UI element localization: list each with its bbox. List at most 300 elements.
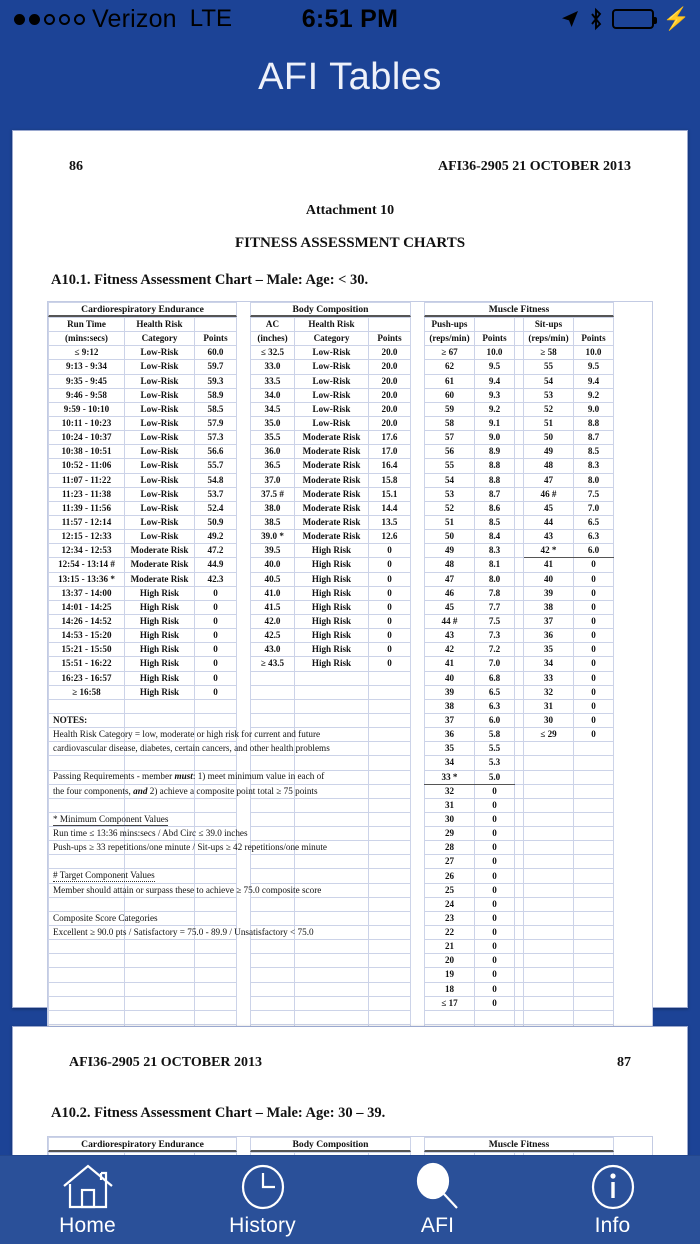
table-row [49, 586, 237, 600]
cell-pushups: 23 [425, 911, 475, 925]
cell-situp-points: 0 [574, 657, 614, 671]
cell-points: 50.9 [195, 515, 237, 529]
cell-health-risk: High Risk [295, 558, 369, 572]
cell-points: 20.0 [369, 402, 411, 416]
cell-health-risk [295, 968, 369, 982]
cell-situps [524, 770, 574, 784]
cell-situps [524, 996, 574, 1010]
cell-situp-points: 0 [574, 586, 614, 600]
cell-pushups: 28 [425, 841, 475, 855]
cell-run-time [49, 784, 125, 798]
cell-points [195, 940, 237, 954]
table-row [251, 346, 411, 360]
cell-health-risk [295, 897, 369, 911]
table-row [425, 515, 614, 529]
mf-colhead-row2 [425, 332, 614, 346]
cell-run-time: 13:15 - 13:36 * [49, 572, 125, 586]
cell-situp-points: 0 [574, 614, 614, 628]
cell-situp-points [574, 1010, 614, 1024]
cell-health-risk: Low-Risk [125, 360, 195, 374]
table-row [425, 728, 614, 742]
table-row [251, 657, 411, 671]
table-row [425, 812, 614, 826]
cell-situp-points [574, 968, 614, 982]
cell-pushup-points: 7.7 [475, 600, 515, 614]
cell-ac [251, 883, 295, 897]
cell-points [369, 798, 411, 812]
cell-points [195, 883, 237, 897]
table-row [251, 784, 411, 798]
cre-head-points-2: Points [195, 332, 237, 346]
cell-points: 56.6 [195, 445, 237, 459]
cell-ac [251, 812, 295, 826]
cell-situps [524, 926, 574, 940]
table-row [425, 827, 614, 841]
cell-health-risk [125, 926, 195, 940]
notes-composite-title: Composite Score Categories [53, 912, 158, 923]
table-row [425, 572, 614, 586]
table-row [425, 911, 614, 925]
cell-points: 0 [369, 600, 411, 614]
table-row [251, 756, 411, 770]
cell-ac [251, 911, 295, 925]
cell-situp-points [574, 742, 614, 756]
cell-pushups: 36 [425, 728, 475, 742]
cell-situp-points [574, 911, 614, 925]
cell-ac [251, 940, 295, 954]
cell-run-time: 11:39 - 11:56 [49, 501, 125, 515]
cell-points [195, 756, 237, 770]
cell-pushups: 32 [425, 784, 475, 798]
table-row [49, 756, 237, 770]
cell-health-risk: High Risk [295, 657, 369, 671]
cell-situps: 30 [524, 713, 574, 727]
table-row [251, 614, 411, 628]
table-row [251, 968, 411, 982]
cell-situp-points [574, 869, 614, 883]
table-row [251, 855, 411, 869]
cell-run-time [49, 699, 125, 713]
cell-pushups: ≥ 67 [425, 346, 475, 360]
cell-ac [251, 996, 295, 1010]
cell-pushup-points: 0 [475, 982, 515, 996]
tab-afi[interactable] [350, 1156, 525, 1244]
cell-separator [515, 473, 524, 487]
cell-situp-points: 10.0 [574, 346, 614, 360]
table-row [49, 501, 237, 515]
search-icon [412, 1162, 464, 1210]
cell-health-risk: High Risk [125, 614, 195, 628]
cell-points: 58.5 [195, 402, 237, 416]
cell-situps: 51 [524, 416, 574, 430]
table-row [251, 812, 411, 826]
battery-icon [612, 9, 654, 29]
cell-pushup-points: 0 [475, 940, 515, 954]
table-row [425, 614, 614, 628]
cell-situps [524, 982, 574, 996]
cell-run-time: 12:34 - 12:53 [49, 544, 125, 558]
cell-run-time [49, 855, 125, 869]
cell-situps [524, 968, 574, 982]
cell-pushup-points: 7.0 [475, 657, 515, 671]
cell-points [369, 855, 411, 869]
cell-health-risk: Moderate Risk [125, 572, 195, 586]
cell-health-risk [125, 770, 195, 784]
cell-separator [515, 360, 524, 374]
table-row [425, 869, 614, 883]
cell-situps: 45 [524, 501, 574, 515]
mf-sep-head-2 [515, 332, 524, 346]
cell-health-risk [295, 798, 369, 812]
table-row [425, 897, 614, 911]
tab-home[interactable] [0, 1156, 175, 1244]
table-row [251, 431, 411, 445]
cell-situp-points: 0 [574, 629, 614, 643]
table-row [425, 671, 614, 685]
bc-head-risk-2: Category [295, 332, 369, 346]
cell-pushup-points: 7.2 [475, 643, 515, 657]
table-row [49, 911, 237, 925]
cell-pushup-points: 8.7 [475, 487, 515, 501]
clock-icon [239, 1162, 287, 1210]
cell-separator [515, 926, 524, 940]
cell-situp-points [574, 855, 614, 869]
cell-pushups: 24 [425, 897, 475, 911]
cell-situp-points [574, 954, 614, 968]
cell-pushup-points: 8.4 [475, 530, 515, 544]
table-row [425, 346, 614, 360]
cell-situps: ≥ 58 [524, 346, 574, 360]
table-row [251, 699, 411, 713]
table-row [425, 841, 614, 855]
cell-pushups: 54 [425, 473, 475, 487]
home-icon [60, 1162, 116, 1210]
bluetooth-icon [589, 8, 603, 30]
cell-health-risk: High Risk [295, 572, 369, 586]
cell-pushup-points: 9.4 [475, 374, 515, 388]
cell-points [195, 798, 237, 812]
cell-ac [251, 742, 295, 756]
cell-pushup-points: 8.8 [475, 473, 515, 487]
cell-situp-points: 0 [574, 699, 614, 713]
table-row [251, 388, 411, 402]
cell-situps [524, 897, 574, 911]
cell-pushup-points: 9.5 [475, 360, 515, 374]
cell-situps [524, 954, 574, 968]
cell-situp-points: 6.0 [574, 544, 614, 558]
cell-points: 59.7 [195, 360, 237, 374]
table-row [425, 996, 614, 1010]
cell-pushup-points: 0 [475, 883, 515, 897]
charts-heading: FITNESS ASSESSMENT CHARTS [234, 235, 466, 251]
table-row [251, 473, 411, 487]
cell-run-time [49, 798, 125, 812]
cell-pushups: 44 # [425, 614, 475, 628]
table-row [49, 1010, 237, 1024]
cell-pushups: 39 [425, 685, 475, 699]
table-row [49, 544, 237, 558]
cell-pushups: 31 [425, 798, 475, 812]
status-bar-clock: 6:51 PM [301, 4, 399, 33]
cell-points [369, 756, 411, 770]
bc-colhead-row1 [251, 318, 411, 332]
cell-separator [515, 841, 524, 855]
cell-pushup-points: 5.3 [475, 756, 515, 770]
cell-separator [515, 883, 524, 897]
cell-ac [251, 954, 295, 968]
table-row [425, 459, 614, 473]
cell-run-time: 11:23 - 11:38 [49, 487, 125, 501]
cell-situps: 52 [524, 402, 574, 416]
table-row [251, 940, 411, 954]
cell-points: 14.4 [369, 501, 411, 515]
cell-ac [251, 756, 295, 770]
cell-ac: 39.5 [251, 544, 295, 558]
cell-situps: 48 [524, 459, 574, 473]
cell-health-risk [125, 713, 195, 727]
cell-situp-points: 8.3 [574, 459, 614, 473]
cell-points: 44.9 [195, 558, 237, 572]
cell-separator [515, 572, 524, 586]
mf-head-situps-1: Sit-ups [524, 318, 574, 332]
cell-pushup-points: 0 [475, 798, 515, 812]
cell-pushup-points: 7.5 [475, 614, 515, 628]
cell-ac: 42.0 [251, 614, 295, 628]
cell-situps: 49 [524, 445, 574, 459]
cell-pushup-points: 7.3 [475, 629, 515, 643]
cell-health-risk: Low-Risk [125, 459, 195, 473]
table-row [425, 487, 614, 501]
group-header-cre-page2: Cardiorespiratory Endurance [48, 1137, 237, 1152]
cell-points [369, 883, 411, 897]
cell-health-risk: Low-Risk [125, 530, 195, 544]
table-row [49, 713, 237, 727]
cell-situp-points: 8.5 [574, 445, 614, 459]
table-row [49, 530, 237, 544]
cell-health-risk: Moderate Risk [295, 445, 369, 459]
cell-separator [515, 940, 524, 954]
cell-run-time [49, 728, 125, 742]
cell-health-risk [295, 1010, 369, 1024]
cell-points [195, 897, 237, 911]
cell-health-risk [125, 841, 195, 855]
table-row [49, 558, 237, 572]
cell-situps: 54 [524, 374, 574, 388]
table-row [251, 897, 411, 911]
cell-situps [524, 855, 574, 869]
cell-points [369, 742, 411, 756]
cell-separator [515, 487, 524, 501]
cell-pushups: 29 [425, 827, 475, 841]
cell-run-time: 11:07 - 11:22 [49, 473, 125, 487]
table-row [251, 530, 411, 544]
cell-health-risk: Low-Risk [295, 374, 369, 388]
cell-health-risk: High Risk [125, 629, 195, 643]
cell-situps [524, 883, 574, 897]
cell-separator [515, 402, 524, 416]
cell-health-risk [295, 855, 369, 869]
cell-run-time [49, 883, 125, 897]
cell-health-risk [295, 685, 369, 699]
table-row [49, 827, 237, 841]
cell-health-risk: High Risk [125, 600, 195, 614]
cell-situp-points: 9.5 [574, 360, 614, 374]
notes-risk-line-1: Health Risk Category = low, moderate or high risk for current and future [53, 729, 321, 740]
table-row [425, 770, 614, 784]
cell-points [195, 968, 237, 982]
cell-points [195, 911, 237, 925]
cell-points: 0 [195, 614, 237, 628]
cell-points: 0 [195, 657, 237, 671]
cell-run-time: 12:54 - 13:14 # [49, 558, 125, 572]
cell-situps: 35 [524, 643, 574, 657]
cell-pushups: 25 [425, 883, 475, 897]
cell-pushup-points: 0 [475, 926, 515, 940]
cell-health-risk [125, 869, 195, 883]
cell-points: 0 [369, 643, 411, 657]
cell-situp-points [574, 982, 614, 996]
group-header-bc: Body Composition [250, 302, 411, 317]
table-row [251, 841, 411, 855]
document-page-86[interactable] [12, 130, 688, 1008]
cell-separator [515, 728, 524, 742]
cell-pushup-points: 9.3 [475, 388, 515, 402]
table-row [425, 600, 614, 614]
cell-points: 47.2 [195, 544, 237, 558]
cell-health-risk: Moderate Risk [295, 515, 369, 529]
cell-points: 12.6 [369, 530, 411, 544]
cell-separator [515, 671, 524, 685]
cell-pushup-points: 0 [475, 855, 515, 869]
cell-situps: 47 [524, 473, 574, 487]
cell-run-time [49, 954, 125, 968]
cell-ac [251, 699, 295, 713]
cell-run-time [49, 968, 125, 982]
cell-situp-points: 0 [574, 713, 614, 727]
page2-doc-reference: AFI36-2905 21 OCTOBER 2013 [69, 1055, 263, 1070]
cell-separator [515, 798, 524, 812]
table-row [49, 402, 237, 416]
cell-pushups: 59 [425, 402, 475, 416]
cell-points: 54.8 [195, 473, 237, 487]
cell-pushup-points: 8.6 [475, 501, 515, 515]
mf-colhead-row1 [425, 318, 614, 332]
cell-pushups: 34 [425, 756, 475, 770]
tab-history[interactable] [175, 1156, 350, 1244]
cell-points: 13.5 [369, 515, 411, 529]
cell-points [195, 982, 237, 996]
cell-ac [251, 713, 295, 727]
cell-pushup-points: 5.5 [475, 742, 515, 756]
table-row [49, 473, 237, 487]
cell-ac [251, 728, 295, 742]
cell-situp-points: 0 [574, 685, 614, 699]
table-row [251, 416, 411, 430]
table-row [251, 671, 411, 685]
table-row [251, 501, 411, 515]
cell-pushup-points: 8.5 [475, 515, 515, 529]
table-row [425, 1010, 614, 1024]
tab-history-label: History [229, 1214, 296, 1237]
table-row [49, 445, 237, 459]
cell-points [369, 968, 411, 982]
cell-health-risk [295, 954, 369, 968]
cell-pushups: 30 [425, 812, 475, 826]
cell-run-time: 14:01 - 14:25 [49, 600, 125, 614]
cell-run-time: ≥ 16:58 [49, 685, 125, 699]
cell-points: 20.0 [369, 374, 411, 388]
table-row [49, 982, 237, 996]
cell-run-time [49, 911, 125, 925]
table-row [49, 968, 237, 982]
cell-health-risk [125, 940, 195, 954]
table-row [425, 445, 614, 459]
cell-health-risk: High Risk [125, 586, 195, 600]
table-row [49, 643, 237, 657]
cell-situps: 39 [524, 586, 574, 600]
cell-pushup-points: 0 [475, 784, 515, 798]
cell-points: 49.2 [195, 530, 237, 544]
table-row [49, 416, 237, 430]
cell-health-risk: High Risk [125, 671, 195, 685]
document-scroll-area[interactable] [0, 116, 700, 1155]
cell-run-time: 9:13 - 9:34 [49, 360, 125, 374]
cell-separator [515, 685, 524, 699]
cell-run-time [49, 756, 125, 770]
table-row [251, 374, 411, 388]
group-header-bc-page2: Body Composition [250, 1137, 411, 1152]
cell-health-risk: High Risk [295, 629, 369, 643]
cell-points: 59.3 [195, 374, 237, 388]
cell-run-time [49, 1010, 125, 1024]
cell-run-time [49, 926, 125, 940]
cell-points [369, 926, 411, 940]
table-row [425, 883, 614, 897]
cell-run-time [49, 770, 125, 784]
cell-situps: 44 [524, 515, 574, 529]
table-row [49, 699, 237, 713]
table-row [425, 558, 614, 572]
cell-situps [524, 812, 574, 826]
group-header-cre: Cardiorespiratory Endurance [48, 302, 237, 317]
table-row [251, 742, 411, 756]
cell-situp-points: 0 [574, 558, 614, 572]
cell-health-risk: Low-Risk [295, 346, 369, 360]
group-header-mf-page2: Muscle Fitness [424, 1137, 614, 1152]
cell-health-risk: Low-Risk [295, 402, 369, 416]
cell-pushups: 22 [425, 926, 475, 940]
cell-health-risk: Moderate Risk [295, 431, 369, 445]
table-row [251, 954, 411, 968]
cell-separator [515, 416, 524, 430]
cell-health-risk [125, 996, 195, 1010]
cell-ac: 34.5 [251, 402, 295, 416]
table-row [425, 374, 614, 388]
cell-points [369, 841, 411, 855]
cell-situps [524, 798, 574, 812]
cell-points [369, 996, 411, 1010]
cell-run-time [49, 869, 125, 883]
cell-health-risk [125, 756, 195, 770]
bc-head-points-1 [369, 318, 411, 332]
table-row [49, 770, 237, 784]
cell-run-time: 9:46 - 9:58 [49, 388, 125, 402]
table-row [251, 911, 411, 925]
tab-info[interactable] [525, 1156, 700, 1244]
page-title: AFI Tables [258, 55, 442, 98]
cell-pushup-points: 6.8 [475, 671, 515, 685]
table-row [425, 657, 614, 671]
